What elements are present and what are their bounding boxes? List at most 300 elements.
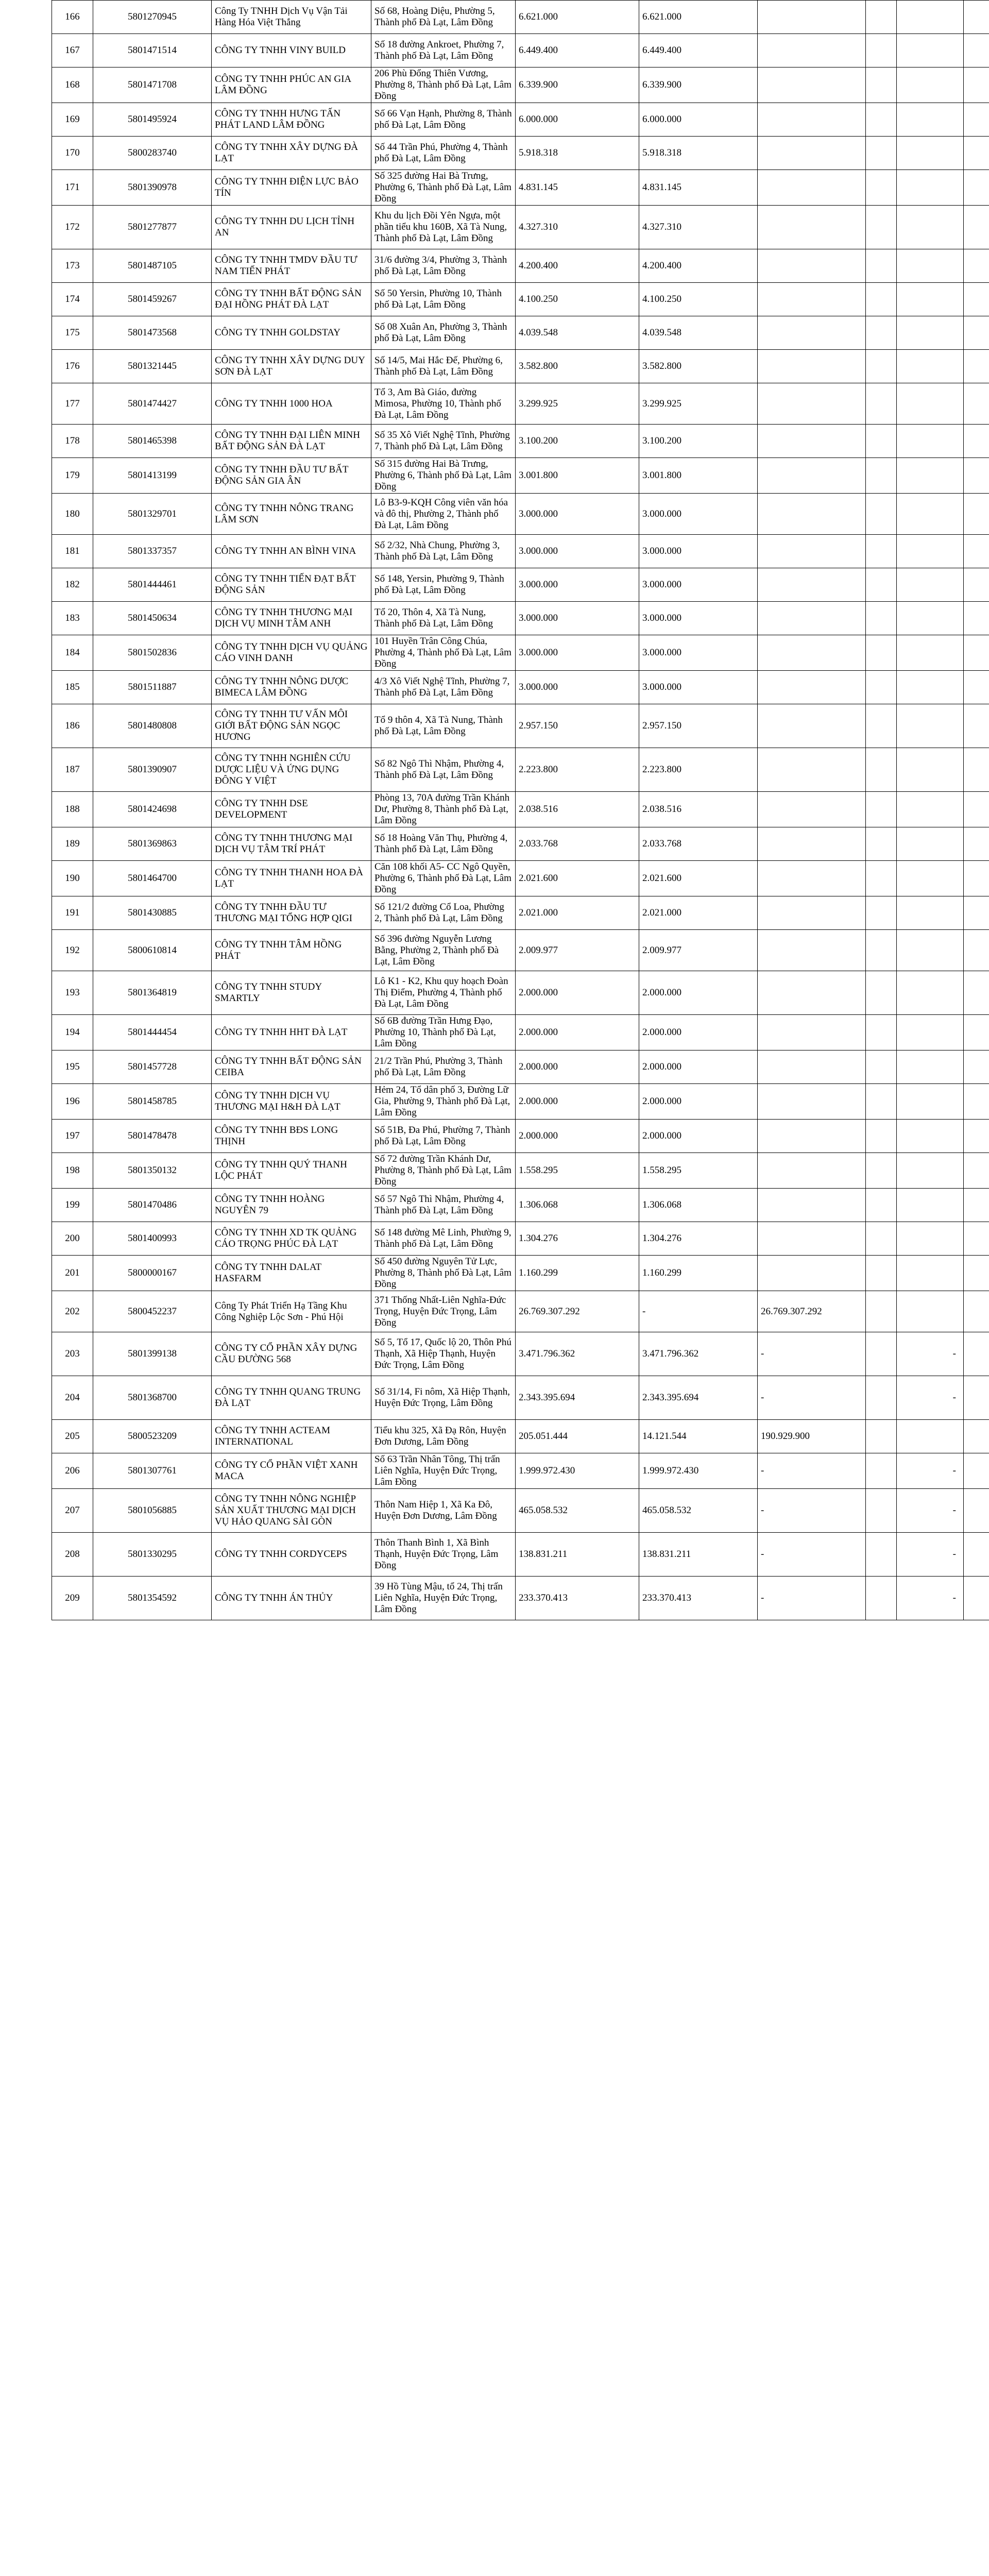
table-row <box>52 137 989 170</box>
tax-code: 5801464700 <box>93 861 212 896</box>
row-number: 185 <box>52 671 93 704</box>
tax-code: 5801487105 <box>93 249 212 283</box>
debt-amount-c <box>866 704 897 748</box>
debt-amount-e <box>964 1533 989 1577</box>
company-name: Công Ty TNHH Dịch Vụ Vận Tải Hàng Hóa Việt Thắng <box>212 1 371 34</box>
debt-amount-e <box>964 170 989 206</box>
debt-amount-c <box>866 67 897 103</box>
total-debt: 6.339.900 <box>516 67 639 103</box>
total-debt: 26.769.307.292 <box>516 1291 639 1332</box>
debt-amount-b: - <box>758 1332 866 1376</box>
debt-amount-a: 1.999.972.430 <box>639 1453 758 1489</box>
debt-amount-a: 3.000.000 <box>639 568 758 602</box>
company-name: CÔNG TY TNHH THƯƠNG MẠI DỊCH VỤ MINH TÂM ANH <box>212 602 371 635</box>
total-debt: 2.000.000 <box>516 1015 639 1050</box>
table-row <box>52 1376 989 1420</box>
debt-amount-e <box>964 1256 989 1291</box>
table-row <box>52 1015 989 1050</box>
debt-amount-a: 138.831.211 <box>639 1533 758 1577</box>
company-name: CÔNG TY TNHH XD TK QUẢNG CÁO TRỌNG PHÚC ĐÀ LẠT <box>212 1222 371 1256</box>
table-row <box>52 425 989 458</box>
company-address: 101 Huyền Trân Công Chúa, Phường 4, Thành phố Đà Lạt, Lâm Đồng <box>371 635 516 671</box>
total-debt: 3.000.000 <box>516 494 639 535</box>
company-name: CÔNG TY TNHH HHT ĐÀ LẠT <box>212 1015 371 1050</box>
table-row <box>52 1050 989 1084</box>
company-address: Số 57 Ngô Thì Nhậm, Phường 4, Thành phố Đà Lạt, Lâm Đồng <box>371 1189 516 1222</box>
company-address: Lô B3-9-KQH Công viên văn hóa và đô thị, Phường 2, Thành phố Đà Lạt, Lâm Đồng <box>371 494 516 535</box>
company-address: 21/2 Trần Phú, Phường 3, Thành phố Đà Lạt, Lâm Đồng <box>371 1050 516 1084</box>
tax-code: 5801400993 <box>93 1222 212 1256</box>
total-debt: 2.021.600 <box>516 861 639 896</box>
company-address: Số 82 Ngô Thì Nhậm, Phường 4, Thành phố Đà Lạt, Lâm Đồng <box>371 748 516 792</box>
debt-amount-b <box>758 602 866 635</box>
table-row <box>52 316 989 350</box>
debt-amount-d <box>897 535 964 568</box>
company-address: Số 18 đường Ankroet, Phường 7, Thành phố Đà Lạt, Lâm Đồng <box>371 34 516 67</box>
row-number: 201 <box>52 1256 93 1291</box>
company-name: CÔNG TY TNHH HƯNG TẤN PHÁT LAND LÂM ĐỒNG <box>212 103 371 137</box>
debt-amount-c <box>866 568 897 602</box>
debt-amount-d <box>897 602 964 635</box>
debt-amount-d <box>897 350 964 383</box>
debt-amount-a: 4.327.310 <box>639 206 758 249</box>
row-number: 176 <box>52 350 93 383</box>
tax-code: 5801465398 <box>93 425 212 458</box>
debt-amount-d <box>897 792 964 827</box>
total-debt: 3.471.796.362 <box>516 1332 639 1376</box>
debt-amount-e <box>964 1153 989 1189</box>
total-debt: 6.621.000 <box>516 1 639 34</box>
debt-amount-e <box>964 748 989 792</box>
debt-amount-d: - <box>897 1533 964 1577</box>
debt-amount-d <box>897 458 964 494</box>
debt-amount-d <box>897 103 964 137</box>
tax-code: 5801390978 <box>93 170 212 206</box>
debt-amount-c <box>866 971 897 1015</box>
row-number: 187 <box>52 748 93 792</box>
debt-amount-d <box>897 827 964 861</box>
debt-amount-e <box>964 1120 989 1153</box>
debt-amount-e <box>964 1084 989 1120</box>
debt-amount-e <box>964 316 989 350</box>
company-address: Số 2/32, Nhà Chung, Phường 3, Thành phố Đà Lạt, Lâm Đồng <box>371 535 516 568</box>
total-debt: 3.582.800 <box>516 350 639 383</box>
row-number: 180 <box>52 494 93 535</box>
debt-amount-e <box>964 1015 989 1050</box>
table-row <box>52 704 989 748</box>
debt-amount-c <box>866 103 897 137</box>
table-row <box>52 1153 989 1189</box>
company-name: Công Ty Phát Triển Hạ Tầng Khu Công Nghiệp Lộc Sơn - Phú Hội <box>212 1291 371 1332</box>
company-name: CÔNG TY TNHH VINY BUILD <box>212 34 371 67</box>
company-address: Tổ 3, Am Bà Giáo, đường Mimosa, Phường 10, Thành phố Đà Lạt, Lâm Đồng <box>371 383 516 425</box>
debt-amount-e <box>964 1489 989 1533</box>
debt-amount-b: - <box>758 1489 866 1533</box>
company-address: Tiểu khu 325, Xã Đạ Rôn, Huyện Đơn Dương, Lâm Đồng <box>371 1420 516 1453</box>
table-row <box>52 170 989 206</box>
debt-amount-b: - <box>758 1453 866 1489</box>
company-name: CÔNG TY TNHH BẤT ĐỘNG SẢN ĐẠI HỒNG PHÁT ĐÀ LẠT <box>212 283 371 316</box>
tax-code: 5800523209 <box>93 1420 212 1453</box>
debt-amount-a: 3.471.796.362 <box>639 1332 758 1376</box>
debt-amount-c <box>866 930 897 971</box>
debt-amount-c <box>866 827 897 861</box>
tax-debt-table <box>52 0 989 1620</box>
debt-amount-a: - <box>639 1291 758 1332</box>
debt-amount-b <box>758 1256 866 1291</box>
total-debt: 6.449.400 <box>516 34 639 67</box>
debt-amount-e <box>964 671 989 704</box>
debt-amount-a: 6.621.000 <box>639 1 758 34</box>
total-debt: 2.009.977 <box>516 930 639 971</box>
company-name: CÔNG TY TNHH BĐS LONG THỊNH <box>212 1120 371 1153</box>
row-number: 194 <box>52 1015 93 1050</box>
debt-amount-e <box>964 1453 989 1489</box>
total-debt: 4.327.310 <box>516 206 639 249</box>
debt-amount-b <box>758 827 866 861</box>
debt-amount-a: 4.039.548 <box>639 316 758 350</box>
company-address: Tổ 20, Thôn 4, Xã Tà Nung, Thành phố Đà Lạt, Lâm Đồng <box>371 602 516 635</box>
debt-amount-b <box>758 1084 866 1120</box>
debt-amount-d <box>897 1291 964 1332</box>
debt-amount-a: 3.299.925 <box>639 383 758 425</box>
company-name: CÔNG TY TNHH ACTEAM INTERNATIONAL <box>212 1420 371 1453</box>
debt-amount-c <box>866 1189 897 1222</box>
debt-amount-e <box>964 1332 989 1376</box>
table-row <box>52 1332 989 1376</box>
company-name: CÔNG TY TNHH TÂM HỒNG PHÁT <box>212 930 371 971</box>
debt-amount-e <box>964 1577 989 1620</box>
table-row <box>52 67 989 103</box>
total-debt: 205.051.444 <box>516 1420 639 1453</box>
total-debt: 2.223.800 <box>516 748 639 792</box>
debt-amount-b <box>758 861 866 896</box>
debt-amount-a: 3.000.000 <box>639 635 758 671</box>
debt-amount-e <box>964 1 989 34</box>
debt-amount-a: 4.100.250 <box>639 283 758 316</box>
tax-code: 5801511887 <box>93 671 212 704</box>
table-row <box>52 494 989 535</box>
table-row <box>52 671 989 704</box>
debt-amount-b <box>758 535 866 568</box>
table-row <box>52 1489 989 1533</box>
row-number: 169 <box>52 103 93 137</box>
debt-amount-d <box>897 137 964 170</box>
debt-amount-e <box>964 249 989 283</box>
debt-amount-c <box>866 34 897 67</box>
table-row <box>52 1453 989 1489</box>
tax-code: 5801368700 <box>93 1376 212 1420</box>
row-number: 208 <box>52 1533 93 1577</box>
debt-amount-a: 2.000.000 <box>639 1050 758 1084</box>
debt-amount-c <box>866 1015 897 1050</box>
tax-code: 5800000167 <box>93 1256 212 1291</box>
total-debt: 233.370.413 <box>516 1577 639 1620</box>
total-debt: 4.831.145 <box>516 170 639 206</box>
tax-code: 5801471708 <box>93 67 212 103</box>
debt-amount-d <box>897 494 964 535</box>
company-address: Số 148 đường Mê Linh, Phường 9, Thành phố Đà Lạt, Lâm Đồng <box>371 1222 516 1256</box>
row-number: 207 <box>52 1489 93 1533</box>
tax-code: 5801399138 <box>93 1332 212 1376</box>
table-row <box>52 971 989 1015</box>
debt-amount-b <box>758 896 866 930</box>
debt-amount-b <box>758 1 866 34</box>
total-debt: 1.160.299 <box>516 1256 639 1291</box>
debt-amount-b <box>758 1153 866 1189</box>
debt-amount-e <box>964 792 989 827</box>
row-number: 174 <box>52 283 93 316</box>
row-number: 199 <box>52 1189 93 1222</box>
debt-amount-a: 6.000.000 <box>639 103 758 137</box>
debt-amount-e <box>964 1291 989 1332</box>
table-row <box>52 249 989 283</box>
total-debt: 2.000.000 <box>516 971 639 1015</box>
debt-amount-b <box>758 971 866 1015</box>
total-debt: 2.033.768 <box>516 827 639 861</box>
debt-amount-b <box>758 316 866 350</box>
debt-amount-c <box>866 1533 897 1577</box>
company-address: Phòng 13, 70A đường Trần Khánh Dư, Phường 8, Thành phố Đà Lạt, Lâm Đồng <box>371 792 516 827</box>
tax-code: 5801459267 <box>93 283 212 316</box>
total-debt: 2.957.150 <box>516 704 639 748</box>
row-number: 181 <box>52 535 93 568</box>
row-number: 167 <box>52 34 93 67</box>
row-number: 206 <box>52 1453 93 1489</box>
table-row <box>52 1 989 34</box>
company-name: CÔNG TY TNHH HOÀNG NGUYÊN 79 <box>212 1189 371 1222</box>
debt-amount-b: 190.929.900 <box>758 1420 866 1453</box>
debt-amount-a: 1.558.295 <box>639 1153 758 1189</box>
debt-amount-c <box>866 748 897 792</box>
company-name: CÔNG TY TNHH TMDV ĐẦU TƯ NAM TIẾN PHÁT <box>212 249 371 283</box>
table-row <box>52 458 989 494</box>
debt-amount-d <box>897 1120 964 1153</box>
tax-code: 5800610814 <box>93 930 212 971</box>
debt-amount-e <box>964 930 989 971</box>
debt-amount-e <box>964 535 989 568</box>
total-debt: 1.558.295 <box>516 1153 639 1189</box>
total-debt: 2.343.395.694 <box>516 1376 639 1420</box>
company-address: Số 66 Vạn Hạnh, Phường 8, Thành phố Đà Lạt, Lâm Đồng <box>371 103 516 137</box>
debt-amount-b <box>758 635 866 671</box>
row-number: 182 <box>52 568 93 602</box>
row-number: 178 <box>52 425 93 458</box>
debt-amount-b <box>758 249 866 283</box>
debt-amount-e <box>964 827 989 861</box>
debt-amount-c <box>866 671 897 704</box>
debt-amount-d <box>897 930 964 971</box>
debt-amount-c <box>866 861 897 896</box>
row-number: 198 <box>52 1153 93 1189</box>
debt-amount-c <box>866 170 897 206</box>
debt-amount-b <box>758 1050 866 1084</box>
debt-amount-b <box>758 34 866 67</box>
total-debt: 1.304.276 <box>516 1222 639 1256</box>
tax-code: 5801470486 <box>93 1189 212 1222</box>
debt-amount-d <box>897 971 964 1015</box>
tax-code: 5801354592 <box>93 1577 212 1620</box>
row-number: 203 <box>52 1332 93 1376</box>
debt-amount-e <box>964 568 989 602</box>
row-number: 166 <box>52 1 93 34</box>
debt-amount-d <box>897 249 964 283</box>
company-address: Số 44 Trần Phú, Phường 4, Thành phố Đà Lạt, Lâm Đồng <box>371 137 516 170</box>
company-name: CÔNG TY TNHH ĐẦU TƯ THƯƠNG MẠI TỔNG HỢP QIGI <box>212 896 371 930</box>
table-row <box>52 1120 989 1153</box>
row-number: 170 <box>52 137 93 170</box>
debt-amount-d <box>897 635 964 671</box>
tax-code: 5801473568 <box>93 316 212 350</box>
row-number: 173 <box>52 249 93 283</box>
table-row <box>52 383 989 425</box>
tax-code: 5801307761 <box>93 1453 212 1489</box>
debt-amount-d: - <box>897 1577 964 1620</box>
debt-amount-d <box>897 671 964 704</box>
table-row <box>52 103 989 137</box>
debt-amount-e <box>964 383 989 425</box>
debt-amount-a: 3.001.800 <box>639 458 758 494</box>
debt-amount-b <box>758 930 866 971</box>
company-address: Số 68, Hoàng Diệu, Phường 5, Thành phố Đà Lạt, Lâm Đồng <box>371 1 516 34</box>
debt-amount-a: 2.000.000 <box>639 1120 758 1153</box>
company-address: Số 63 Trần Nhân Tông, Thị trấn Liên Nghĩa, Huyện Đức Trọng, Lâm Đồng <box>371 1453 516 1489</box>
debt-amount-d <box>897 1015 964 1050</box>
company-address: Lô K1 - K2, Khu quy hoạch Đoàn Thị Điểm, Phường 4, Thành phố Đà Lạt, Lâm Đồng <box>371 971 516 1015</box>
debt-amount-d <box>897 1084 964 1120</box>
tax-code: 5801350132 <box>93 1153 212 1189</box>
debt-amount-c <box>866 1420 897 1453</box>
company-address: Số 50 Yersin, Phường 10, Thành phố Đà Lạt, Lâm Đồng <box>371 283 516 316</box>
debt-amount-a: 3.000.000 <box>639 602 758 635</box>
debt-amount-d <box>897 1420 964 1453</box>
company-name: CÔNG TY TNHH DSE DEVELOPMENT <box>212 792 371 827</box>
debt-amount-a: 1.306.068 <box>639 1189 758 1222</box>
company-name: CÔNG TY TNHH THANH HOA ĐÀ LẠT <box>212 861 371 896</box>
debt-amount-e <box>964 458 989 494</box>
debt-amount-a: 1.160.299 <box>639 1256 758 1291</box>
tax-code: 5800452237 <box>93 1291 212 1332</box>
debt-amount-b <box>758 748 866 792</box>
company-address: Số 08 Xuân An, Phường 3, Thành phố Đà Lạt, Lâm Đồng <box>371 316 516 350</box>
debt-amount-d <box>897 748 964 792</box>
debt-amount-e <box>964 602 989 635</box>
debt-amount-d <box>897 425 964 458</box>
table-row <box>52 535 989 568</box>
debt-amount-d <box>897 861 964 896</box>
total-debt: 3.000.000 <box>516 568 639 602</box>
company-address: Số 450 đường Nguyên Tử Lực, Phường 8, Thành phố Đà Lạt, Lâm Đồng <box>371 1256 516 1291</box>
company-address: 4/3 Xô Viết Nghệ Tĩnh, Phường 7, Thành phố Đà Lạt, Lâm Đồng <box>371 671 516 704</box>
total-debt: 3.001.800 <box>516 458 639 494</box>
company-name: CÔNG TY TNHH AN BÌNH VINA <box>212 535 371 568</box>
row-number: 193 <box>52 971 93 1015</box>
debt-amount-c <box>866 792 897 827</box>
company-address: Số 6B đường Trần Hưng Đạo, Phường 10, Thành phố Đà Lạt, Lâm Đồng <box>371 1015 516 1050</box>
row-number: 168 <box>52 67 93 103</box>
tax-code: 5801478478 <box>93 1120 212 1153</box>
tax-code: 5801390907 <box>93 748 212 792</box>
debt-amount-e <box>964 1376 989 1420</box>
debt-amount-c <box>866 1050 897 1084</box>
debt-amount-d <box>897 206 964 249</box>
company-name: CÔNG TY TNHH THƯƠNG MẠI DỊCH VỤ TÂM TRÍ PHÁT <box>212 827 371 861</box>
company-name: CÔNG TY TNHH DỊCH VỤ THƯƠNG MẠI H&H ĐÀ LẠT <box>212 1084 371 1120</box>
debt-amount-e <box>964 494 989 535</box>
debt-amount-c <box>866 350 897 383</box>
debt-amount-e <box>964 1050 989 1084</box>
table-row <box>52 930 989 971</box>
debt-amount-a: 3.100.200 <box>639 425 758 458</box>
row-number: 191 <box>52 896 93 930</box>
company-name: CÔNG TY TNHH NGHIÊN CỨU DƯỢC LIỆU VÀ ỨNG DỤNG ĐÔNG Y VIỆT <box>212 748 371 792</box>
debt-amount-a: 233.370.413 <box>639 1577 758 1620</box>
debt-amount-d <box>897 1153 964 1189</box>
company-name: CÔNG TY TNHH 1000 HOA <box>212 383 371 425</box>
row-number: 179 <box>52 458 93 494</box>
company-address: Thôn Nam Hiệp 1, Xã Ka Đô, Huyện Đơn Dương, Lâm Đồng <box>371 1489 516 1533</box>
debt-amount-c <box>866 316 897 350</box>
company-address: Số 72 đường Trần Khánh Dư, Phường 8, Thành phố Đà Lạt, Lâm Đồng <box>371 1153 516 1189</box>
debt-amount-c <box>866 283 897 316</box>
debt-amount-e <box>964 350 989 383</box>
debt-amount-c <box>866 1222 897 1256</box>
row-number: 192 <box>52 930 93 971</box>
company-name: CÔNG TY TNHH CORDYCEPS <box>212 1533 371 1577</box>
debt-amount-c <box>866 1376 897 1420</box>
total-debt: 138.831.211 <box>516 1533 639 1577</box>
debt-amount-d <box>897 704 964 748</box>
debt-amount-d <box>897 1050 964 1084</box>
total-debt: 4.100.250 <box>516 283 639 316</box>
debt-amount-a: 2.343.395.694 <box>639 1376 758 1420</box>
debt-amount-a: 2.000.000 <box>639 1084 758 1120</box>
table-row <box>52 748 989 792</box>
tax-code: 5801424698 <box>93 792 212 827</box>
row-number: 190 <box>52 861 93 896</box>
debt-amount-d <box>897 170 964 206</box>
company-name: CÔNG TY TNHH XÂY DỰNG DUY SƠN ĐÀ LẠT <box>212 350 371 383</box>
tax-code: 5801364819 <box>93 971 212 1015</box>
table-row <box>52 1256 989 1291</box>
table-row <box>52 861 989 896</box>
debt-amount-c <box>866 1084 897 1120</box>
debt-amount-a: 2.957.150 <box>639 704 758 748</box>
debt-amount-d: - <box>897 1376 964 1420</box>
debt-amount-c <box>866 1453 897 1489</box>
tax-code: 5801444454 <box>93 1015 212 1050</box>
company-address: 371 Thống Nhất-Liên Nghĩa-Đức Trọng, Huyện Đức Trọng, Lâm Đồng <box>371 1291 516 1332</box>
tax-code: 5801329701 <box>93 494 212 535</box>
debt-amount-b <box>758 425 866 458</box>
debt-amount-c <box>866 458 897 494</box>
table-row <box>52 1533 989 1577</box>
debt-amount-d <box>897 896 964 930</box>
company-name: CÔNG TY TNHH ĐIỆN LỰC BẢO TÍN <box>212 170 371 206</box>
company-name: CÔNG TY TNHH DU LỊCH TỈNH AN <box>212 206 371 249</box>
row-number: 175 <box>52 316 93 350</box>
debt-amount-c <box>866 249 897 283</box>
debt-amount-b: - <box>758 1376 866 1420</box>
total-debt: 2.000.000 <box>516 1050 639 1084</box>
table-row <box>52 283 989 316</box>
total-debt: 4.039.548 <box>516 316 639 350</box>
debt-amount-d <box>897 1222 964 1256</box>
table-row <box>52 635 989 671</box>
company-address: Số 31/14, Fi nôm, Xã Hiệp Thạnh, Huyện Đức Trọng, Lâm Đồng <box>371 1376 516 1420</box>
debt-amount-b <box>758 671 866 704</box>
debt-amount-b <box>758 283 866 316</box>
